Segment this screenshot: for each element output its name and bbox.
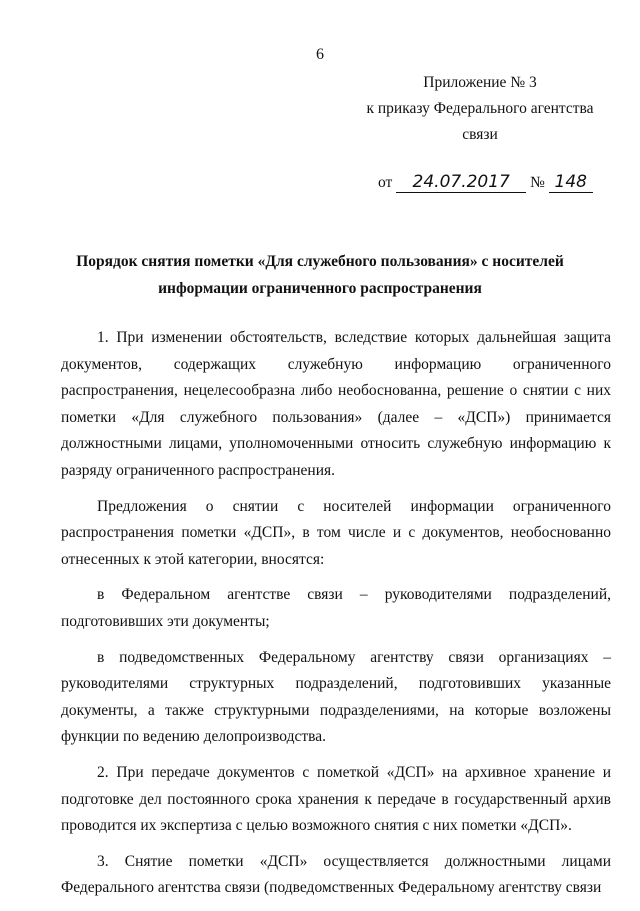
title-line-2: информации ограниченного распространения — [158, 280, 482, 297]
number-prefix: № — [530, 174, 545, 191]
handwritten-number: 148 — [549, 172, 593, 193]
appendix-header — [360, 70, 600, 148]
handwritten-date: 24.07.2017 — [396, 172, 526, 193]
paragraph-3: в Федеральном агентстве связи – руководителями подразделений, подготовивших эти документы; — [61, 586, 611, 630]
paragraph-1: 1. При изменении обстоятельств, вследствие которых дальнейшая защита документов, содержащих служебную информацию ограниченного распространения, нецелесообразна либо необоснованна, решение о снятии с них пометки «Для служебного пользования» (далее – «ДСП») принимается должностными лицами, уполномоченными относить служебную информацию к разряду ограниченного распространения. — [61, 329, 611, 479]
title-line-1: Порядок снятия пометки «Для служебного пользования» с носителей — [76, 253, 564, 270]
paragraph-4: в подведомственных Федеральному агентству связи организациях – руководителями структурных подразделений, подготовивших указанные документы, а также структурными подразделениями, на которые возложены функции по ведению делопроизводства. — [61, 648, 611, 746]
appendix-order-reference: к приказу Федерального агентства — [366, 100, 594, 117]
document-title — [60, 248, 580, 302]
date-prefix: от — [378, 174, 393, 191]
document-body — [61, 325, 611, 911]
paragraph-6: 3. Снятие пометки «ДСП» осуществляется должностными лицами Федерального агентства связи (подведомственных Федеральному агентству связи — [61, 852, 611, 897]
page-number: 6 — [316, 46, 324, 63]
appendix-number: Приложение № 3 — [423, 74, 537, 91]
appendix-agency: связи — [462, 126, 498, 143]
paragraph-5: 2. При передаче документов с пометкой «ДСП» на архивное хранение и подготовке дел постоянного срока хранения к передаче в государственный архив проводится их экспертиза с целью возможного снятия с них пометки «ДСП». — [61, 763, 611, 835]
order-date-number — [378, 172, 618, 193]
paragraph-2: Предложения о снятии с носителей информации ограниченного распространения пометки «ДСП», в том числе и с документов, необоснованно отнесенных к этой категории, вносятся: — [61, 497, 611, 568]
